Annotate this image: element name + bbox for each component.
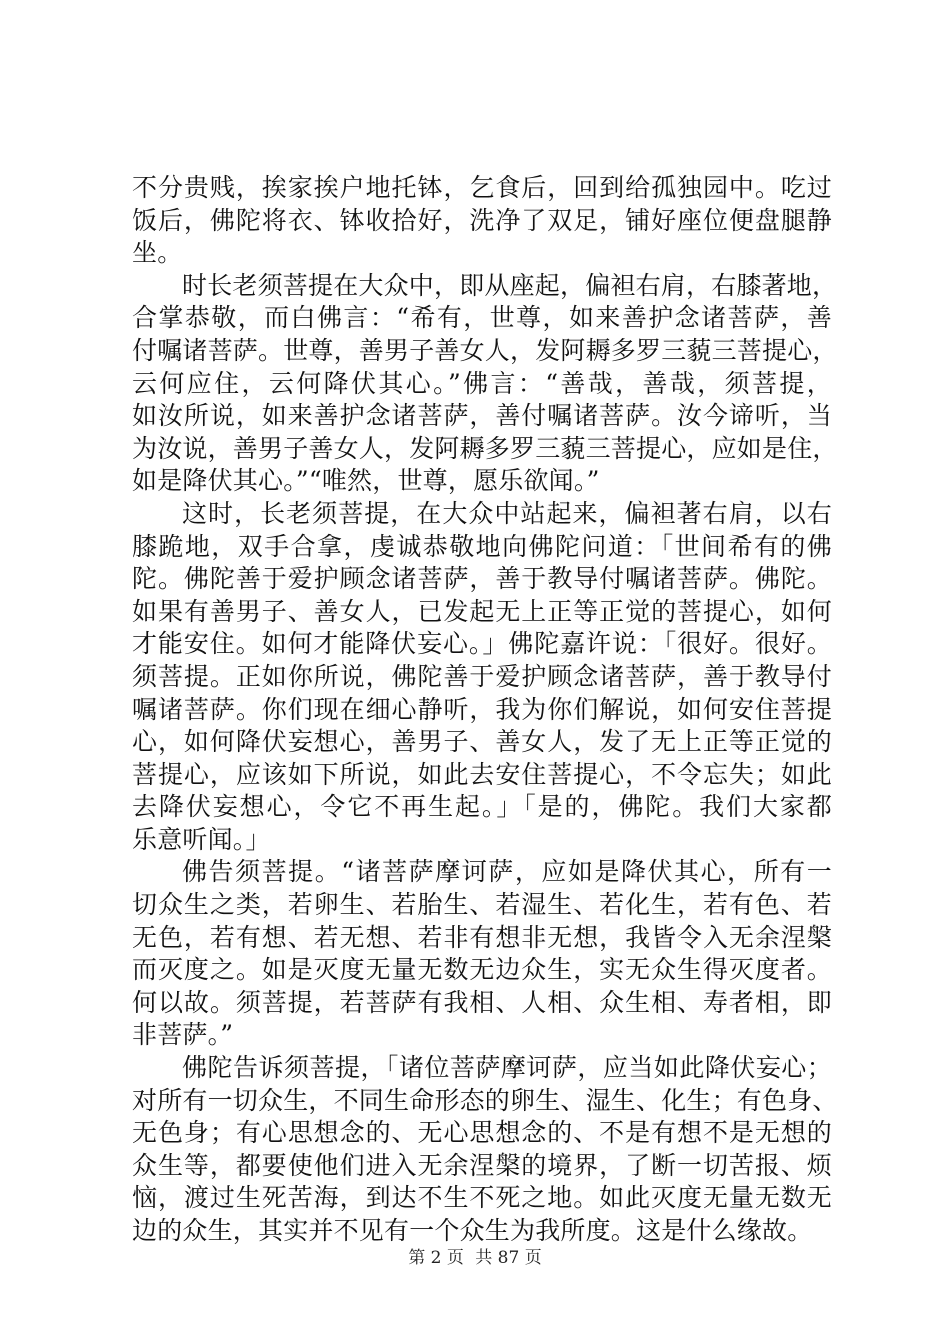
paragraph [132,1052,838,1248]
paragraph-line: 膝跪地，双手合拿，虔诚恭敬地向佛陀问道：「世间希有的佛 [132,531,832,561]
paragraph-line: 须菩提。正如你所说，佛陀善于爱护顾念诸菩萨，善于教导付 [132,661,832,691]
paragraph-line: 坐。 [132,238,183,268]
paragraph-line: 嘱诸菩萨。你们现在细心静听，我为你们解说，如何安住菩提 [132,694,832,724]
document-body [132,172,838,1248]
paragraph-line: 对所有一切众生，不同生命形态的卵生、湿生、化生；有色身、 [132,1085,838,1115]
paragraph-line: 饭后，佛陀将衣、钵收拾好，洗净了双足，铺好座位便盘腿静 [132,205,832,235]
paragraph-line: 合掌恭敬，而白佛言：“希有，世尊，如来善护念诸菩萨，善 [132,303,832,333]
paragraph-line: 何以故。须菩提，若菩萨有我相、人相、众生相、寿者相，即 [132,987,832,1017]
paragraph [132,856,832,1052]
paragraph-line: 众生等，都要使他们进入无余涅槃的境界，了断一切苦报、烦 [132,1150,832,1180]
paragraph-line: 如汝所说，如来善护念诸菩萨，善付嘱诸菩萨。汝今谛听，当 [132,401,832,431]
paragraph-line: 如是降伏其心。”“唯然，世尊，愿乐欲闻。” [132,466,600,496]
paragraph-line: 无色身；有心思想念的、无心思想念的、不是有想不是无想的 [132,1118,832,1148]
paragraph-line: 这时，长老须菩提，在大众中站起来，偏袒著右肩，以右 [182,498,832,528]
paragraph-line: 而灭度之。如是灭度无量无数无边众生，实无众生得灭度者。 [132,955,832,985]
paragraph-line: 为汝说，善男子善女人，发阿耨多罗三藐三菩提心，应如是住， [132,433,838,463]
paragraph [132,270,838,498]
paragraph-line: 恼，渡过生死苦海，到达不生不死之地。如此灭度无量无数无 [132,1183,832,1213]
paragraph-line: 佛告须菩提。“诸菩萨摩诃萨，应如是降伏其心，所有一 [182,857,832,887]
paragraph-line: 边的众生，其实并不见有一个众生为我所度。这是什么缘故。 [132,1216,813,1245]
paragraph-line: 云何应住，云何降伏其心。”佛言：“善哉，善哉，须菩提， [132,368,832,398]
paragraph-line: 佛陀告诉须菩提，「诸位菩萨摩诃萨，应当如此降伏妄心； [182,1053,832,1083]
paragraph [132,172,832,270]
paragraph [132,498,832,857]
paragraph-line: 陀。佛陀善于爱护顾念诸菩萨，善于教导付嘱诸菩萨。佛陀。 [132,564,832,594]
paragraph-line: 乐意听闻。」 [132,824,271,854]
paragraph-line: 才能安住。如何才能降伏妄心。」佛陀嘉许说：「很好。很好。 [132,629,832,659]
page-total: 共 87 页 [475,1248,542,1268]
paragraph-line: 不分贵贱，挨家挨户地托钵，乞食后，回到给孤独园中。吃过 [132,173,832,202]
paragraph-line: 时长老须菩提在大众中，即从座起，偏袒右肩，右膝著地， [182,270,838,300]
paragraph-line: 切众生之类，若卵生、若胎生、若湿生、若化生，若有色、若 [132,890,832,920]
paragraph-line: 无色，若有想、若无想、若非有想非无想，我皆令入无余涅槃 [132,922,832,952]
paragraph-line: 心，如何降伏妄想心，善男子、善女人，发了无上正等正觉的 [132,727,832,757]
paragraph-line: 菩提心，应该如下所说，如此去安住菩提心，不令忘失；如此 [132,759,832,789]
paragraph-line: 如果有善男子、善女人，已发起无上正等正觉的菩提心，如何 [132,596,832,626]
page-footer [0,1243,950,1268]
paragraph-line: 去降伏妄想心，令它不再生起。」「是的，佛陀。我们大家都 [132,792,832,822]
page-number: 第 2 页 [408,1248,464,1268]
paragraph-line: 付嘱诸菩萨。世尊，善男子善女人，发阿耨多罗三藐三菩提心， [132,335,838,365]
paragraph-line: 非菩萨。” [132,1020,234,1050]
